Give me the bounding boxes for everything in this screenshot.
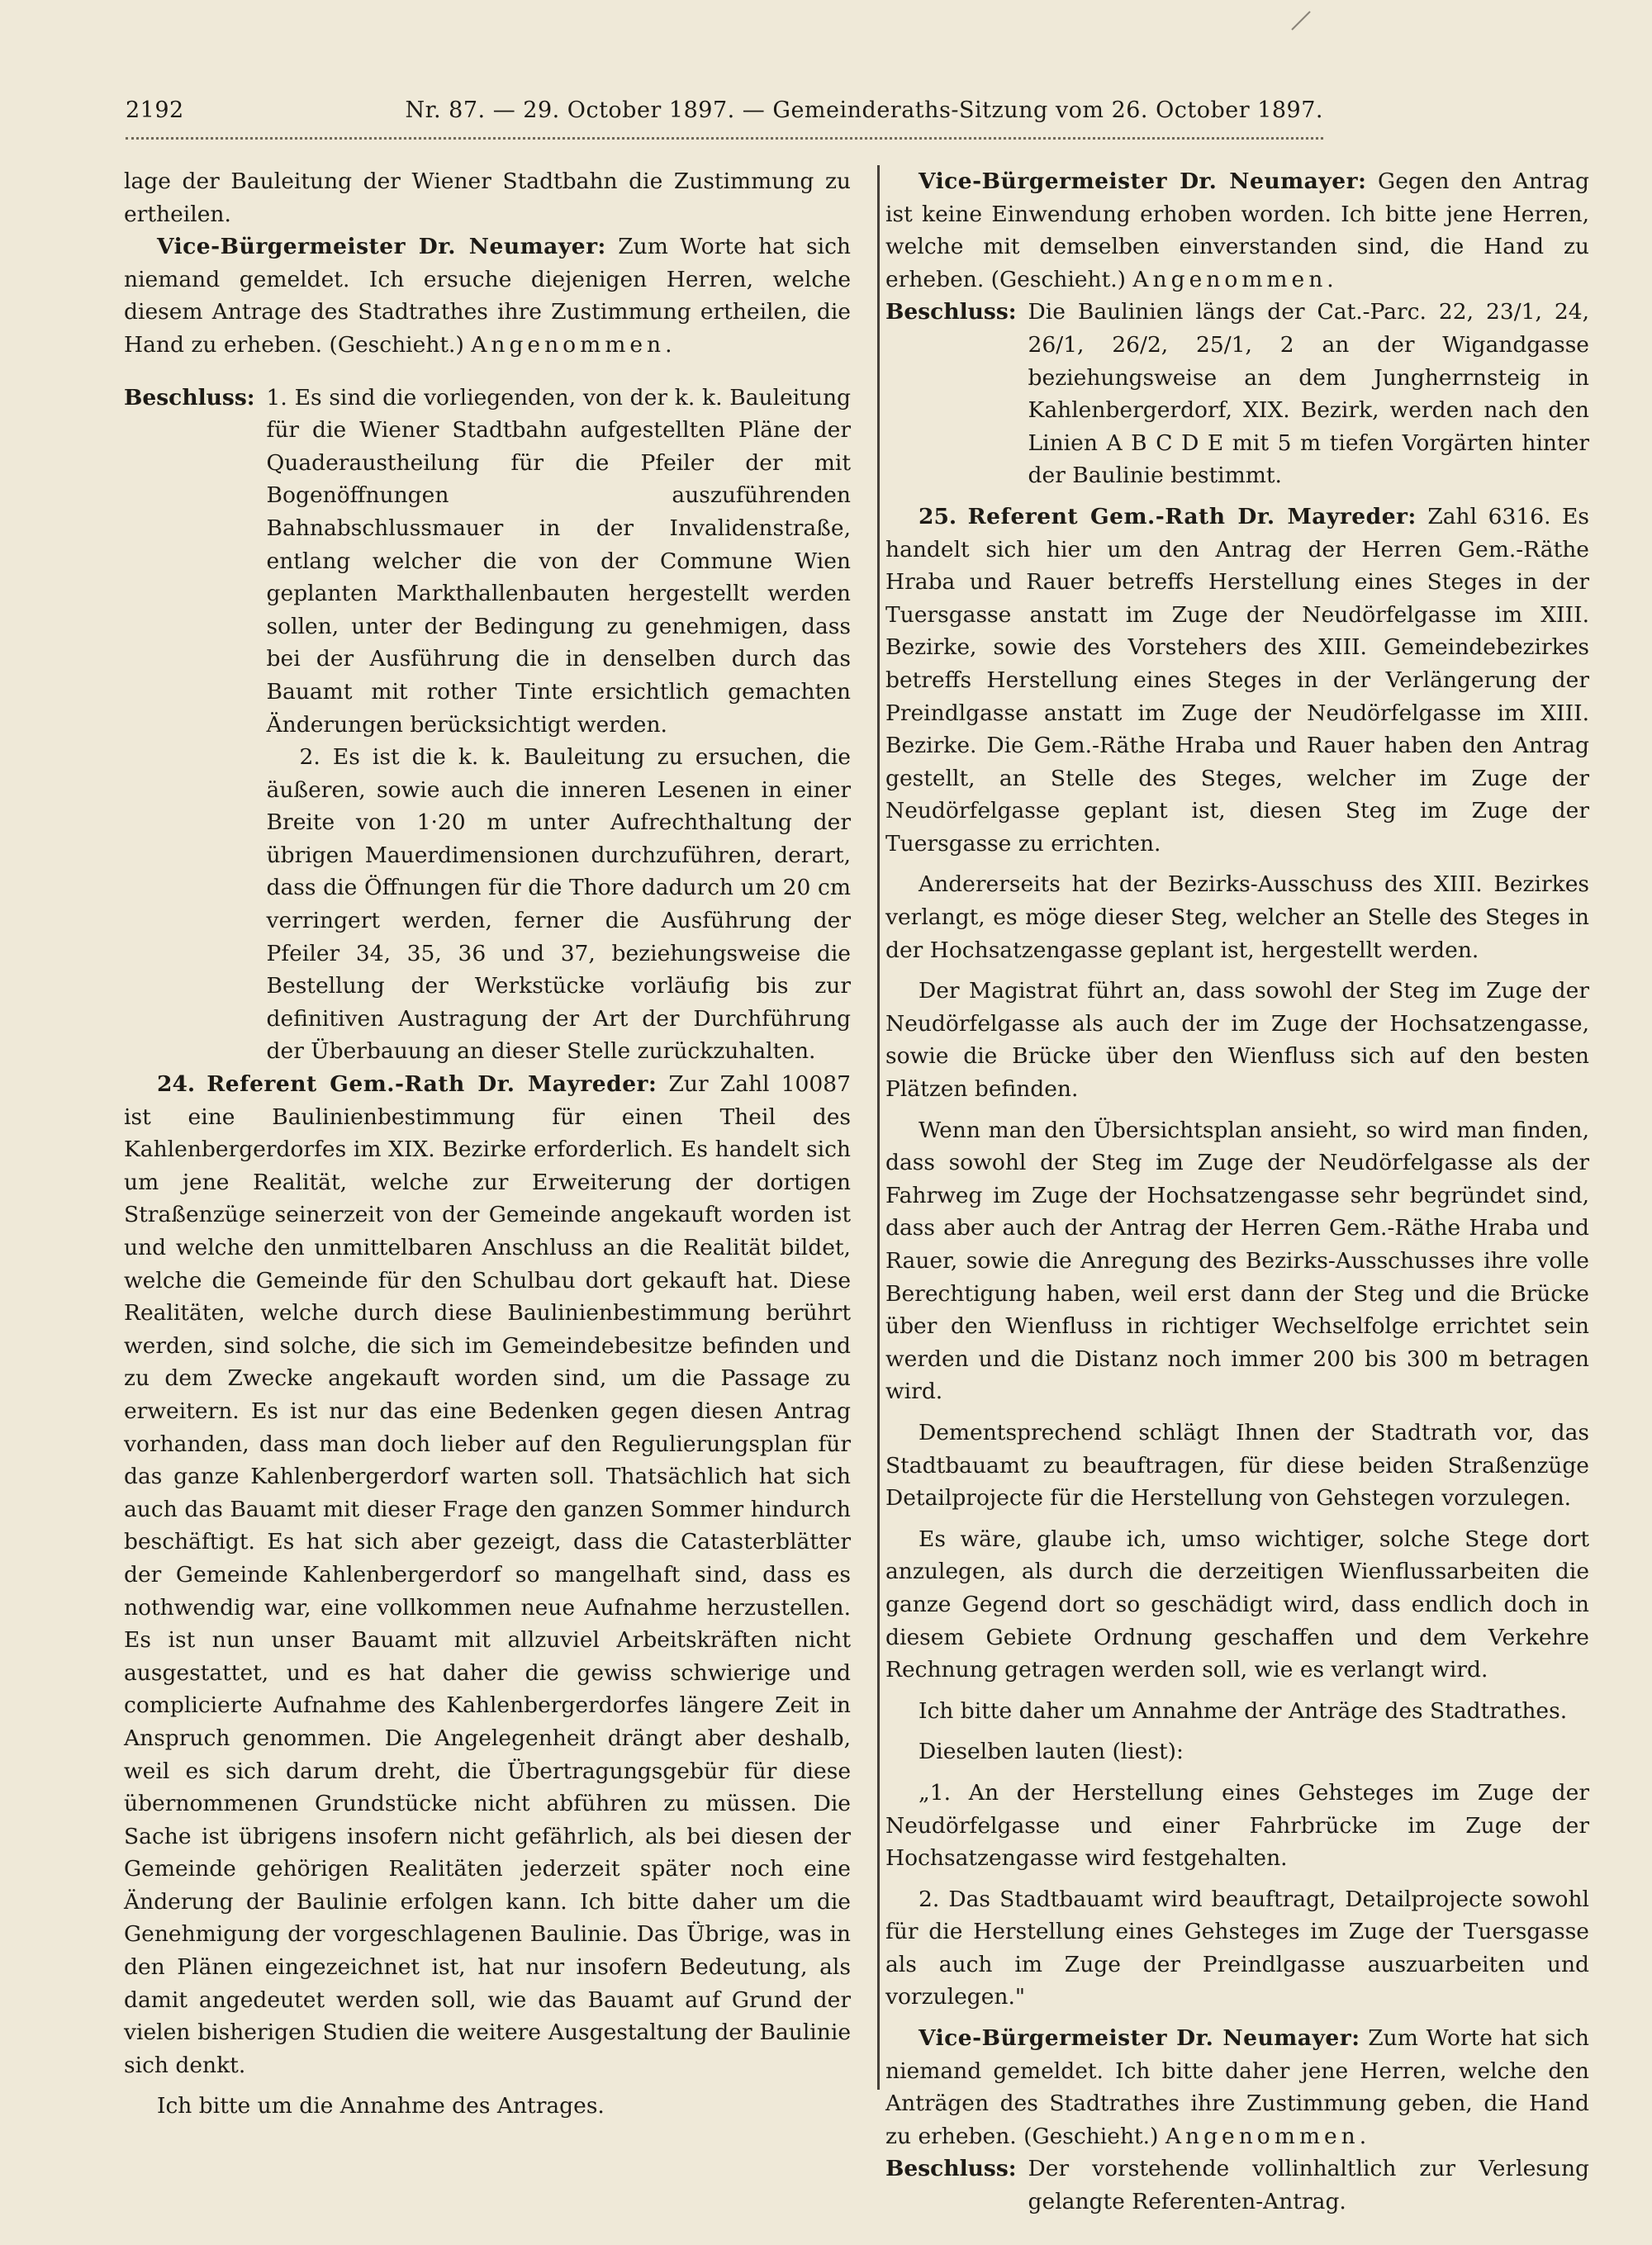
resolution-label: Beschluss:	[885, 299, 1017, 325]
left-column	[124, 165, 851, 2123]
speech-neumayer-2	[885, 165, 1589, 296]
paragraph: Ich bitte daher um Annahme der Anträge des Stadtrathes.	[919, 1697, 1568, 1724]
item-number: 25.	[919, 503, 957, 529]
result-text: Angenommen.	[1132, 266, 1338, 292]
paragraph: Ich bitte um die Annahme des Antrages.	[157, 2093, 605, 2119]
speech-text: Zum Worte hat sich niemand gemeldet. Ich ersuche diejenigen Herren, welche diesem Antrage des Stadtrathes ihre Zustimmung ertheilen, die Hand zu erheben. (Geschieht.)	[124, 234, 851, 358]
right-column	[885, 165, 1589, 2219]
speaker-name: Referent Gem.-Rath Dr. Mayreder:	[967, 503, 1417, 529]
quoted-motion-2: 2. Das Stadtbauamt wird beauftragt, Detailprojecte sowohl für die Herstellung eines Gehsteges im Zuge der Tuersgasse als auch im Zuge der Preindlgasse auszuarbeiten und vorzulegen."	[885, 1886, 1589, 2010]
resolution-item-2: 2. Es ist die k. k. Bauleitung zu ersuchen, die äußeren, sowie auch die inneren Lesenen in einer Breite von 1·20 m unter Aufrechthaltung der übrigen Mauerdimensionen durchzuführen, derart, dass die Öffnungen für die Thore dadurch um 20 cm verringert werden, ferner die Ausführung der Pfeiler 34, 35, 36 und 37, beziehungsweise die Bestellung der Werkstücke vorläufig bis zur definitiven Austragung der Art der Durchführung der Überbauung an dieser Stelle zurückzuhalten.	[266, 744, 851, 1065]
page-number: 2192	[126, 97, 184, 123]
resolution-2	[885, 296, 1589, 492]
speech-neumayer-1	[124, 230, 851, 361]
resolution-label: Beschluss:	[885, 2156, 1017, 2182]
resolution-text: Die Baulinien längs der Cat.-Parc. 22, 23/1, 24, 26/1, 26/2, 25/1, 2 an der Wigandgasse beziehungsweise an dem Jungherrnsteig in Kahlenbergerdorf, XIX. Bezirk, werden nach den Linien A B C D E mit 5 m tiefen Vorgärten hinter der Baulinie bestimmt.	[1028, 299, 1589, 489]
item-number: 24.	[157, 1071, 196, 1098]
speech-text: Zahl 6316. Es handelt sich hier um den Antrag der Herren Gem.-Räthe Hraba und Rauer betreffs Herstellung eines Steges in der Tuersgasse anstatt im Zuge der Neudörfelgasse im XIII. Bezirke, sowie des Vorstehers des XIII. Gemeindebezirkes betreffs Herstellung eines Steges in der Verlängerung der Preindlgasse anstatt im Zuge der Neudörfelgasse im XIII. Bezirke. Die Gem.-Räthe Hraba und Rauer haben den Antrag gestellt, an Stelle des Steges, welcher im Zuge der Neudörfelgasse geplant ist, diesen Steg im Zuge der Tuersgasse zu errichten.	[885, 503, 1589, 857]
paragraph: Der Magistrat führt an, dass sowohl der Steg im Zuge der Neudörfelgasse als auch der im Zuge der Hochsatzengasse, sowie die Brücke über den Wienfluss sich auf den besten Plätzen befinden.	[885, 978, 1589, 1103]
page-header	[126, 91, 1323, 127]
paragraph: Andererseits hat der Bezirks-Ausschuss des XIII. Bezirkes verlangt, es möge dieser Steg, welcher an Stelle des Steges in der Hochsatzengasse geplant ist, hergestellt werden.	[885, 871, 1589, 963]
speaker-name: Vice-Bürgermeister Dr. Neumayer:	[919, 2025, 1360, 2052]
result-text: Angenommen.	[471, 331, 676, 358]
item-24	[124, 1068, 851, 2081]
speech-text: Gegen den Antrag ist keine Einwendung erhoben worden. Ich bitte jene Herren, welche mit demselben einverstanden sind, die Hand zu erheben. (Geschieht.)	[885, 168, 1589, 292]
resolution-label: Beschluss:	[124, 384, 255, 411]
item-25	[885, 501, 1589, 861]
resolution-1	[124, 382, 851, 1068]
resolution-3	[885, 2152, 1589, 2218]
resolution-body	[1028, 296, 1589, 492]
speech-neumayer-3	[885, 2022, 1589, 2152]
paragraph: Wenn man den Übersichtsplan ansieht, so wird man finden, dass sowohl der Steg im Zuge der Neudörfelgasse als der Fahrweg im Zuge der Hochsatzengasse sehr begründet sind, dass aber auch der Antrag der Herren Gem.-Räthe Hraba und Rauer, sowie die Anregung des Bezirks-Ausschusses ihre volle Berechtigung haben, weil erst dann der Steg und die Brücke über den Wienfluss in richtiger Wechselfolge errichtet sein werden und die Distanz noch immer 200 bis 300 m betragen wird.	[885, 1117, 1589, 1405]
resolution-body	[267, 382, 851, 1068]
speaker-name: Vice-Bürgermeister Dr. Neumayer:	[157, 234, 606, 260]
speech-text: Zur Zahl 10087 ist eine Baulinienbestimmung für einen Theil des Kahlenbergerdorfes im XIX. Bezirke erforderlich. Es handelt sich um jene Realität, welche zur Erweiterung der dortigen Straßenzüge seinerzeit von der Gemeinde angekauft worden ist und welche den unmittelbaren Anschluss an die Realität bildet, welche die Gemeinde für den Schulbau dort gekauft hat. Diese Realitäten, welche durch diese Baulinienbestimmung berührt werden, sind solche, die sich im Gemeindebesitze befinden und zu dem Zwecke angekauft worden sind, um die Passage zu erweitern. Es ist nur das eine Bedenken gegen diesen Antrag vorhanden, dass man doch lieber auf den Regulierungsplan für das ganze Kahlenbergerdorf warten soll. Thatsächlich hat sich auch das Bauamt mit dieser Frage den ganzen Sommer hindurch beschäftigt. Es hat sich aber gezeigt, dass die Catasterblätter der Gemeinde Kahlenbergerdorf so mangelhaft sind, dass es nothwendig war, eine vollkommen neue Aufnahme herzustellen. Es ist nun unser Bauamt mit allzuviel Arbeitskräften nicht ausgestattet, und es hat daher die gewiss schwierige und complicierte Aufnahme des Kahlenbergerdorfes längere Zeit in Anspruch genommen. Die Angelegenheit drängt aber deshalb, weil es sich darum dreht, die Übertragungsgebür für diese übernommenen Grundstücke nicht abführen zu müssen. Die Sache ist übrigens insofern nicht gefährlich, als bei diesen der Gemeinde gehörigen Realitäten jederzeit später noch eine Änderung der Baulinie erfolgen kann. Ich bitte daher um die Genehmigung der vorgeschlagenen Baulinie. Das Übrige, was in den Plänen eingezeichnet ist, hat nur insofern Bedeutung, als damit angedeutet werden soll, wie das Bauamt auf Grund der vielen bisherigen Studien die weitere Ausgestaltung der Baulinie sich denkt.	[124, 1071, 851, 2078]
pencil-mark	[1289, 8, 1313, 33]
resolution-item-1: 1. Es sind die vorliegenden, von der k. k. Bauleitung für die Wiener Stadtbahn aufgestellten Pläne der Quaderaustheilung für die Pfeiler der mit Bogenöffnungen auszuführenden Bahnabschlussmauer in der Invalidenstraße, entlang welcher die von der Commune Wien geplanten Markthallenbauten hergestellt werden sollen, unter der Bedingung zu genehmigen, dass bei der Ausführung die in denselben durch das Bauamt mit rother Tinte ersichtlich gemachten Änderungen berücksichtigt werden.	[266, 384, 851, 738]
speaker-name: Vice-Bürgermeister Dr. Neumayer:	[919, 168, 1367, 194]
quoted-motion-1: „1. An der Herstellung eines Gehsteges im Zuge der Neudörfelgasse und einer Fahrbrücke im Zuge der Hochsatzengasse wird festgehalten.	[885, 1779, 1589, 1872]
result-text: Angenommen.	[1165, 2123, 1371, 2149]
resolution-text: Der vorstehende vollinhaltlich zur Verlesung gelangte Referenten-Antrag.	[1028, 2156, 1589, 2215]
column-rule	[877, 165, 880, 2090]
speaker-name: Referent Gem.-Rath Dr. Mayreder:	[206, 1071, 657, 1098]
speech-text: Zum Worte hat sich niemand gemeldet. Ich bitte daher jene Herren, welche den Anträgen des Stadtrathes ihre Zustimmung geben, die Hand zu erheben. (Geschieht.)	[885, 2025, 1589, 2149]
resolution-body	[1028, 2152, 1589, 2218]
header-rule	[126, 137, 1323, 140]
paragraph: Es wäre, glaube ich, umso wichtiger, solche Stege dort anzulegen, als durch die derzeitigen Wienflussarbeiten die ganze Gegend dort so geschädigt wird, dass endlich doch in diesem Gebiete Ordnung geschaffen und dem Verkehre Rechnung getragen werden soll, wie es verlangt wird.	[885, 1526, 1589, 1683]
paragraph: Dementsprechend schlägt Ihnen der Stadtrath vor, das Stadtbauamt zu beauftragen, für diese beiden Straßenzüge Detailprojecte für die Herstellung von Gehstegen vorzulegen.	[885, 1419, 1589, 1512]
paragraph: lage der Bauleitung der Wiener Stadtbahn die Zustimmung zu ertheilen.	[124, 168, 851, 227]
running-title: Nr. 87. — 29. October 1897. — Gemeinderaths-Sitzung vom 26. October 1897.	[405, 97, 1323, 123]
paragraph: Dieselben lauten (liest):	[919, 1739, 1184, 1765]
